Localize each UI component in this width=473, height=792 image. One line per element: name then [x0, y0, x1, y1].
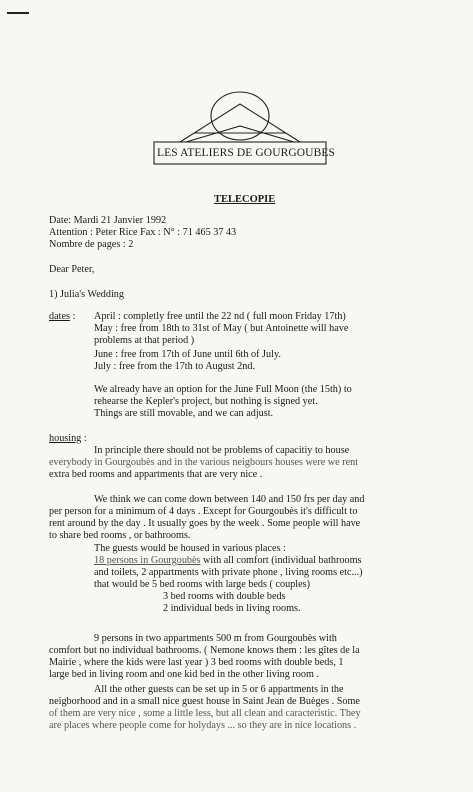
- attention-line: Attention : Peter Rice Fax : N° : 71 465 37 43: [49, 227, 237, 238]
- corner-mark: [7, 12, 29, 14]
- paragraph-line: to share bed rooms , or bathrooms.: [49, 530, 191, 541]
- paragraph-line: are places where people come for holydays ... so they are in nice locations .: [49, 720, 357, 731]
- paragraph-line: neigborhood and in a small nice guest house in Saint Jean de Buèges . Some: [49, 696, 360, 707]
- paragraph-line: per person for a minimum of 4 days . Except for Gourgoubès it's difficult to: [49, 506, 358, 517]
- paragraph-line: We think we can come down between 140 and 150 frs per day and: [94, 494, 365, 505]
- dates-line: July : free from the 17th to August 2nd.: [94, 361, 255, 372]
- dates-line: problems at that period ): [94, 335, 195, 346]
- paragraph-line: comfort but no individual bathrooms. ( Nemone knows them : les gîtes de la: [49, 645, 360, 656]
- paragraph-line: In principle there should not be problems of capacitiy to house: [94, 445, 350, 456]
- paragraph-line: Mairie , where the kids were last year ) 3 bed rooms with double beds, 1: [49, 657, 344, 668]
- paragraph-line: large bed in living room and one kid bed in the other living room .: [49, 669, 320, 680]
- places-line: 2 individual beds in living rooms.: [163, 603, 301, 614]
- paragraph-line: rent around by the day . It usually goes by the week . Some people will have: [49, 518, 361, 529]
- places-intro: The guests would be housed in various places :: [94, 543, 286, 554]
- dates-label-text: dates: [49, 311, 70, 322]
- places-line: [94, 555, 362, 566]
- pages-line: Nombre de pages : 2: [49, 239, 134, 250]
- places-line: 3 bed rooms with double beds: [163, 591, 286, 602]
- housing-label-colon: :: [81, 433, 87, 444]
- logo: [140, 86, 340, 170]
- document-title: TELECOPIE: [214, 194, 276, 205]
- dates-line: June : free from 17th of June until 6th of July.: [94, 349, 281, 360]
- dates-label-colon: :: [69, 311, 76, 322]
- option-line: We already have an option for the June Full Moon (the 15th) to: [94, 384, 352, 395]
- logo-text: LES ATELIERS DE GOURGOUBES: [157, 147, 335, 159]
- housing-label: [49, 433, 87, 444]
- paragraph-line: of them are very nice , some a little less, but all clean and caracteristic. They: [49, 708, 361, 719]
- places-line: that would be 5 bed rooms with large beds ( couples): [94, 579, 310, 590]
- housing-label-text: housing: [49, 433, 82, 444]
- places-rest: with all comfort (individual bathrooms: [200, 555, 362, 566]
- places-underlined: 18 persons in Gourgoubès: [94, 555, 201, 566]
- option-line: rehearse the Kepler's project, but nothing is signed yet.: [94, 396, 318, 407]
- paragraph-line: All the other guests can be set up in 5 or 6 appartments in the: [94, 684, 344, 695]
- dates-line: April : completly free until the 22 nd ( full moon Friday 17th): [94, 311, 346, 322]
- dates-line: May : free from 18th to 31st of May ( but Antoinette will have: [94, 323, 349, 334]
- date-line: Date: Mardi 21 Janvier 1992: [49, 215, 167, 226]
- dates-label: [49, 311, 75, 322]
- greeting: Dear Peter,: [49, 264, 95, 275]
- places-line: and toilets, 2 appartments with private phone , living rooms etc...): [94, 567, 363, 578]
- section-heading: 1) Julia's Wedding: [49, 289, 124, 300]
- paragraph-line: everybody in Gourgoubès and in the various neigbours houses were we rent: [49, 457, 359, 468]
- option-line: Things are still movable, and we can adjust.: [94, 408, 274, 419]
- paragraph-line: extra bed rooms and appartments that are very nice .: [49, 469, 263, 480]
- paragraph-line: 9 persons in two appartments 500 m from Gourgoubès with: [94, 633, 337, 644]
